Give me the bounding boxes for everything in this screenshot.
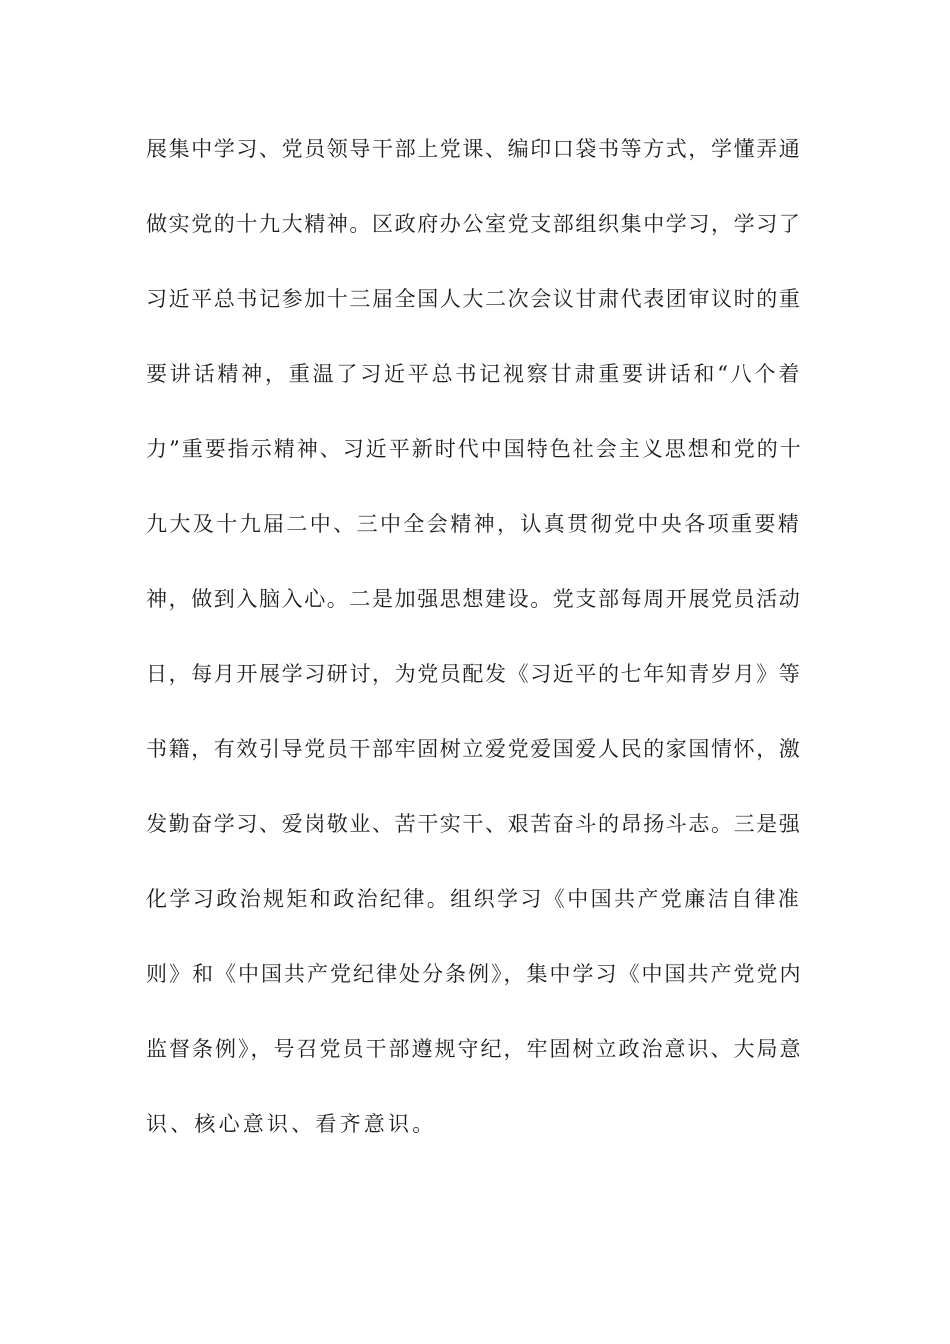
text-line-13: 监督条例》，号召党员干部遵规守纪，牢固树立政治意识、大局意 — [146, 1037, 803, 1061]
text-line-9: 书籍，有效引导党员干部牢固树立爱党爱国爱人民的家国情怀，激 — [146, 737, 802, 761]
text-line-5: 力”重要指示精神、习近平新时代中国特色社会主义思想和党的十 — [146, 437, 803, 461]
text-line-14: 识、核心意识、看齐意识。 — [146, 1112, 437, 1136]
text-line-12: 则》和《中国共产党纪律处分条例》，集中学习《中国共产党党内 — [146, 962, 803, 986]
body-paragraph — [146, 128, 806, 1178]
text-line-3: 习近平总书记参加十三届全国人大二次会议甘肃代表团审议时的重 — [146, 287, 802, 311]
text-line-11: 化学习政治规矩和政治纪律。组织学习《中国共产党廉洁自律准 — [146, 887, 802, 911]
text-line-6: 九大及十九届二中、三中全会精神，认真贯彻党中央各项重要精 — [146, 512, 802, 536]
text-line-10: 发勤奋学习、爱岗敬业、苦干实干、艰苦奋斗的昂扬斗志。三是强 — [146, 812, 802, 836]
text-line-4: 要讲话精神，重温了习近平总书记视察甘肃重要讲话和“八个着 — [146, 362, 803, 386]
text-line-1: 展集中学习、党员领导干部上党课、编印口袋书等方式，学懂弄通 — [146, 137, 802, 161]
text-line-2: 做实党的十九大精神。区政府办公室党支部组织集中学习，学习了 — [146, 212, 802, 236]
text-line-8: 日，每月开展学习研讨，为党员配发《习近平的七年知青岁月》等 — [146, 662, 802, 686]
text-line-7: 神，做到入脑入心。二是加强思想建设。党支部每周开展党员活动 — [146, 587, 802, 611]
